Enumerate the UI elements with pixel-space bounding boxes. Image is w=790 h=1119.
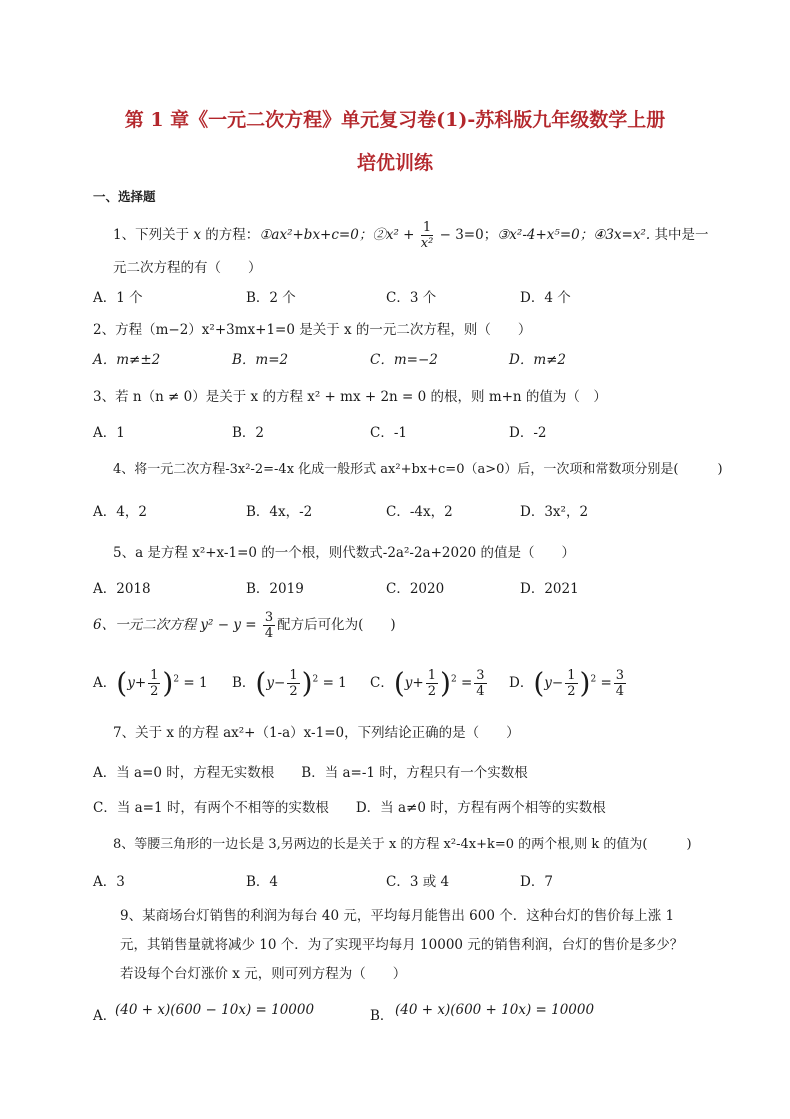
option-c: C．-1 <box>370 425 407 441</box>
section-heading: 一、选择题 <box>93 189 156 204</box>
question-4-stem: 4、将一元二次方程-3x²-2=-4x 化成一般形式 ax²+bx+c=0（a>0）后，一次项和常数项分别是( ) <box>113 462 723 477</box>
option-b: B．2 个 <box>246 290 296 306</box>
option-a: A．(y+ $\frac{1}{2}$ )$^2$ = 1 <box>93 666 208 700</box>
option-a: A．4，2 <box>93 504 147 520</box>
document-title: 第 1 章《一元二次方程》单元复习卷(1)-苏科版九年级数学上册 <box>124 109 666 131</box>
question-6-options <box>93 662 733 700</box>
fraction: $\frac{3}{4}$ <box>615 668 625 699</box>
option-a: A． <box>93 1008 117 1024</box>
option-c: C．3 或 4 <box>386 874 450 890</box>
question-2-stem: 2、方程（m−2）x²+3mx+1=0 是关于 x 的一元二次方程，则（ ） <box>93 322 532 338</box>
option-d: D．3x²，2 <box>520 504 589 520</box>
fraction: $\frac{1}{2}$ <box>289 668 298 699</box>
option-b: B．4 <box>246 874 279 890</box>
fraction: $\frac{1}{2}$ <box>150 668 159 699</box>
option-c: C．(y+ $\frac{1}{2}$ )$^2$ = $\frac{3}{4}$ <box>370 666 485 700</box>
option-d: D．7 <box>520 874 553 890</box>
option-b: B．2 <box>232 425 265 441</box>
document-subtitle: 培优训练 <box>356 152 433 174</box>
option-a: A．2018 <box>93 581 151 597</box>
question-9-stem-line1: 9、某商场台灯销售的利润为每台 40 元，平均每月能售出 600 个．这种台灯的售价每上涨 1 <box>120 908 675 924</box>
option-d: D．(y− $\frac{1}{2}$ )$^2$ = $\frac{3}{4}$ <box>509 666 625 700</box>
question-1-stem-line2: 元二次方程的有（ ） <box>113 260 262 276</box>
option-c: C．-4x，2 <box>386 504 453 520</box>
question-5-stem: 5、a 是方程 x²+x-1=0 的一个根，则代数式-2a²-2a+2020 的值是（ ） <box>113 545 576 561</box>
question-6-stem: 6、一元二次方程 y² − y = $\frac{3}{4}$ 配方后可化为( ) <box>93 610 396 641</box>
option-d: D．-2 <box>509 425 547 441</box>
fraction: $\frac{1}{2}$ <box>567 668 576 699</box>
option-c: C．2020 <box>386 581 445 597</box>
option-c: C．m=−2 <box>370 352 438 368</box>
option-a: A．3 <box>93 874 125 890</box>
fraction: $\frac{3}{4}$ <box>476 668 485 699</box>
fraction: $\frac{1}{\text{x²}}$ <box>420 220 434 251</box>
option-b: B．m=2 <box>232 352 289 368</box>
option-b: B． <box>370 1008 394 1024</box>
option-a: A．1 <box>93 425 125 441</box>
question-8-stem: 8、等腰三角形的一边长是 3,另两边的长是关于 x 的方程 x²-4x+k=0 的两个根,则 k 的值为( ) <box>113 837 692 852</box>
question-9-stem-line2: 元，其销售量就将减少 10 个．为了实现平均每月 10000 元的销售利润，台灯的售价是多少？ <box>120 937 684 953</box>
option-b-equation: (40 + x)(600 + 10x) = 10000 <box>395 1002 595 1018</box>
option-c: C．3 个 <box>386 290 437 306</box>
option-d: D．m≠2 <box>509 352 567 368</box>
option-b: B．4x，-2 <box>246 504 313 520</box>
option-b: B．2019 <box>246 581 304 597</box>
question-7-stem: 7、关于 x 的方程 ax²+（1-a）x-1=0，下列结论正确的是（ ） <box>113 725 520 741</box>
option-a: A．1 个 <box>93 290 143 306</box>
question-7-options-ab: A．当 a=0 时，方程无实数根 B．当 a=-1 时，方程只有一个实数根 <box>93 765 528 781</box>
question-1-stem: 1、下列关于 x 的方程：①ax²+bx+c=0；②x² + $\frac{1}{\text{x²}}$ − 3=0；③x²-4+x⁵=0；④3x=x². 其中是一 <box>113 220 709 251</box>
option-a-equation: (40 + x)(600 − 10x) = 10000 <box>115 1002 315 1018</box>
question-9-stem-line3: 若设每个台灯涨价 x 元，则可列方程为（ ） <box>120 966 407 982</box>
option-d: D．2021 <box>520 581 579 597</box>
option-a: A．m≠±2 <box>93 352 161 368</box>
question-7-options-cd: C．当 a=1 时，有两个不相等的实数根 D．当 a≠0 时，方程有两个相等的实数根 <box>93 800 606 816</box>
option-b: B．(y− $\frac{1}{2}$ )$^2$ = 1 <box>232 666 347 700</box>
fraction: $\frac{1}{2}$ <box>427 668 437 699</box>
question-3-stem: 3、若 n（n ≠ 0）是关于 x 的方程 x² + mx + 2n = 0 的根，则 m+n 的值为（ ） <box>93 389 607 405</box>
option-d: D．4 个 <box>520 290 571 306</box>
fraction: $\frac{3}{4}$ <box>264 610 274 641</box>
